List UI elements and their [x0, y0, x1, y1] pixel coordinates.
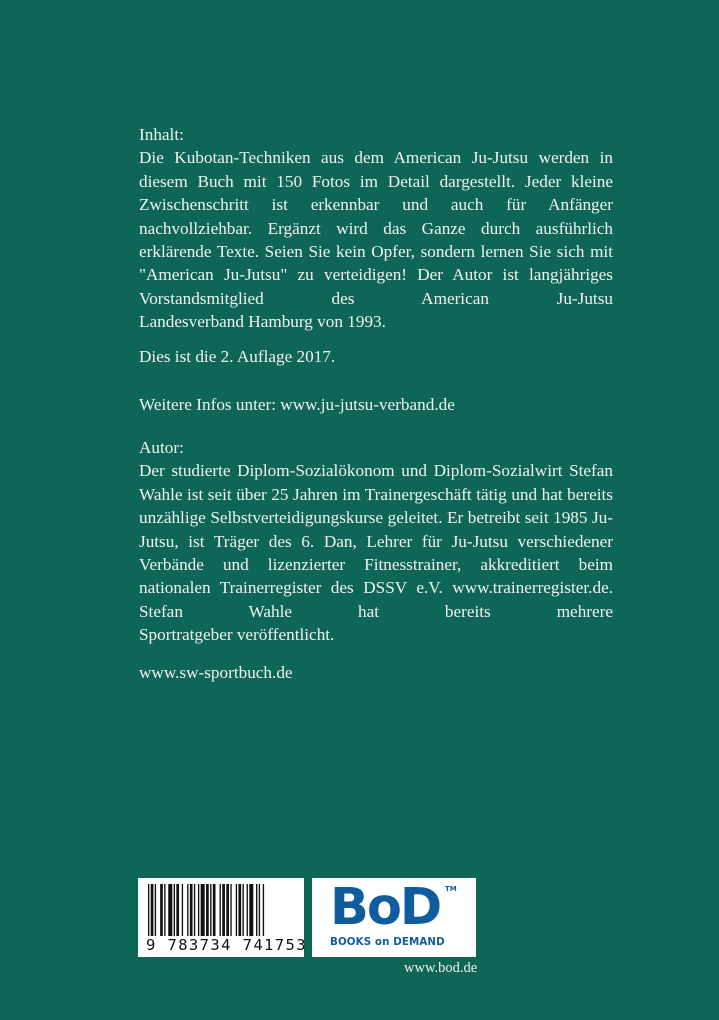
bod-logo-text: BoD	[330, 878, 441, 937]
author-bio: Der studierte Diplom-Sozialökonom und Diplom-Sozialwirt Stefan Wahle ist seit über 25 Jahren im Trainergeschäft tätig und hat bereits unzählige Selbstverteidigungskurse geleitet. Er betreibt seit 1985 Ju-Jutsu, ist Träger des 6. Dan, Lehrer für Ju-Jutsu verschiedener Verbände und lizenzierter Fitnesstrainer, akkreditiert beim nationalen Trainerregister des DSSV e.V. www.trainerregister.de. Stefan Wahle hat bereits mehrere	[139, 461, 613, 621]
barcode-bar	[249, 884, 253, 936]
barcode-bar	[213, 884, 216, 936]
barcode-bar	[222, 884, 225, 936]
barcode-bar	[238, 884, 241, 936]
barcode-bar	[247, 884, 248, 936]
barcode-bar	[176, 884, 179, 936]
publisher-url: www.bod.de	[404, 960, 478, 976]
barcode-bar	[160, 884, 163, 936]
barcode-bar	[148, 884, 149, 936]
website-link: www.sw-sportbuch.de	[139, 663, 293, 682]
trademark-mark: TM	[445, 885, 457, 893]
barcode-bar	[243, 884, 244, 936]
author-section	[139, 436, 613, 647]
barcode-bar	[194, 884, 195, 936]
barcode-bar	[206, 884, 209, 936]
edition-text: Dies ist die 2. Auflage 2017.	[139, 347, 336, 366]
barcode-bar	[182, 884, 183, 936]
isbn-number: 9 783734 741753	[146, 936, 307, 954]
content-label: Inhalt:	[139, 125, 184, 144]
barcode-bar	[201, 884, 205, 936]
content-description: Die Kubotan-Techniken aus dem American Ju-Jutsu werden in diesem Buch mit 150 Fotos im Detail dargestellt. Jeder kleine Zwischenschritt ist erkennbar und auch für Anfänger nachvollziehbar. Ergänzt wird das Ganze durch ausführlich erklärende Texte. Seien Sie kein Opfer, sondern lernen Sie sich mit "American Ju-Jutsu" zu verteidigen! Der Autor ist langjähriges Vorstandsmitglied des American Ju-Jutsu	[139, 148, 613, 308]
info-note	[139, 393, 613, 416]
content-section	[139, 123, 613, 334]
barcode-bar	[230, 884, 231, 936]
barcode-bar	[263, 884, 264, 936]
barcode-bar	[236, 884, 237, 936]
website-note	[139, 661, 613, 684]
author-bio-end: Sportratgeber veröffentlicht.	[139, 625, 335, 645]
barcode-bar	[259, 884, 260, 936]
barcode-bar	[226, 884, 229, 936]
barcode-bar	[256, 884, 257, 936]
author-label: Autor:	[139, 438, 184, 457]
barcode-bar	[187, 884, 188, 936]
barcode-bar	[190, 884, 193, 936]
barcode-bar	[151, 884, 154, 936]
barcode-bars	[148, 884, 296, 936]
edition-note	[139, 345, 613, 368]
barcode-bar	[155, 884, 156, 936]
publisher-logo	[312, 878, 476, 957]
barcode-bar	[164, 884, 165, 936]
barcode-bar	[198, 884, 199, 936]
isbn-barcode	[138, 878, 307, 957]
info-text: Weitere Infos unter: www.ju-jutsu-verband.de	[139, 395, 455, 414]
content-description-end: Landesverband Hamburg von 1993.	[139, 312, 386, 332]
barcode-bar	[168, 884, 172, 936]
publisher-tagline: BOOKS on DEMAND	[330, 936, 445, 948]
barcode-bar	[220, 884, 221, 936]
barcode-bar	[210, 884, 211, 936]
barcode-bar	[174, 884, 175, 936]
